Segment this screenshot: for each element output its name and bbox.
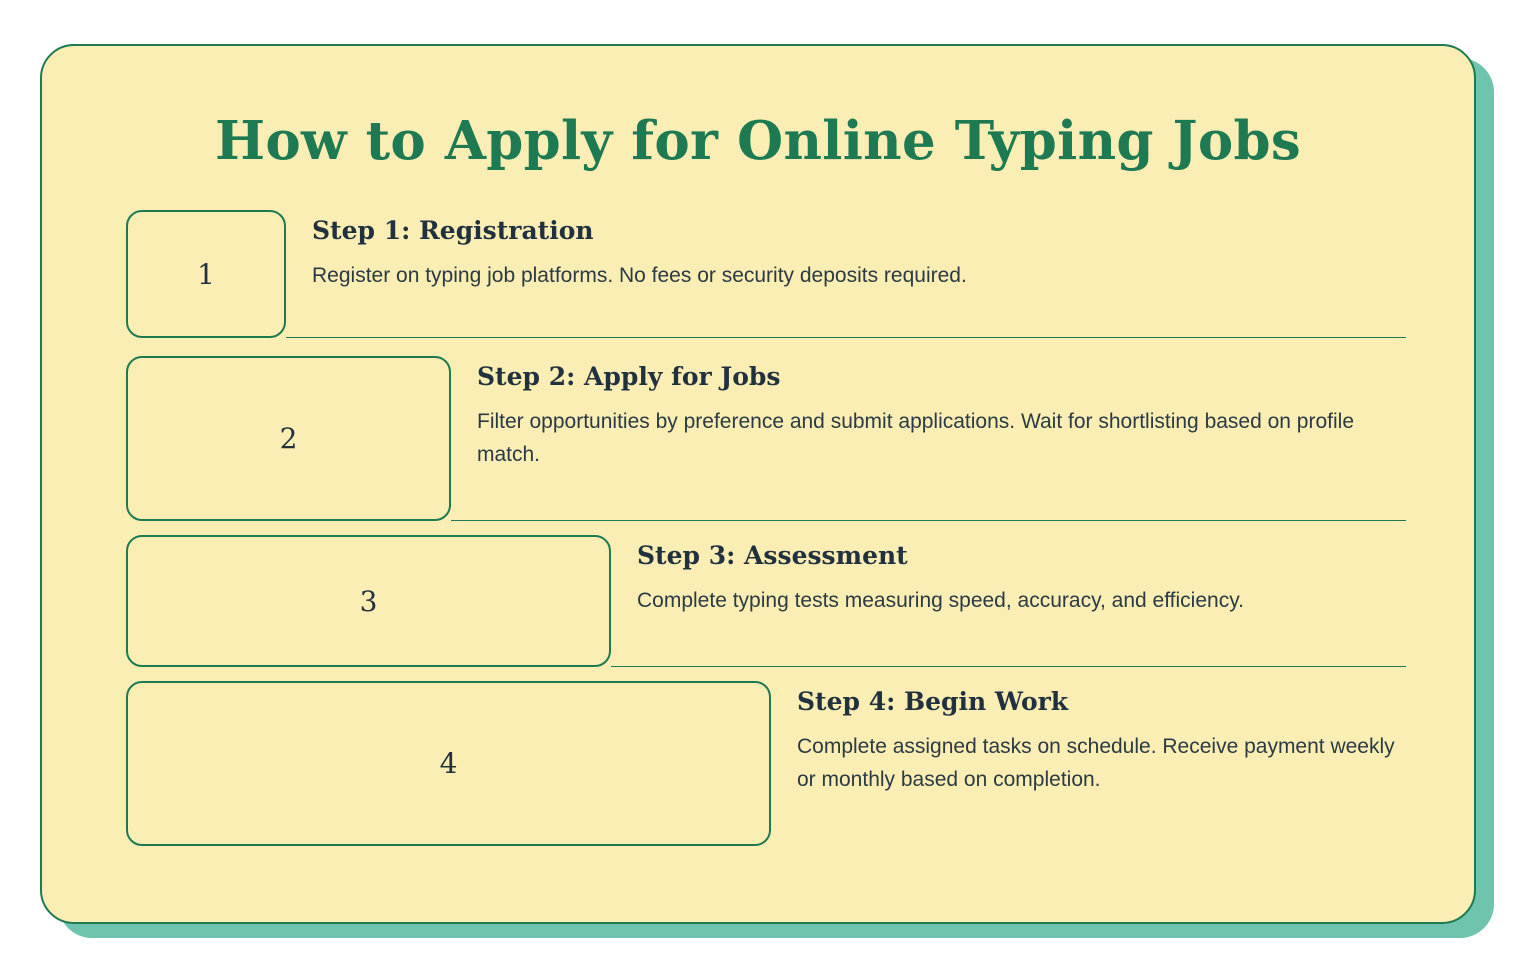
step-title: Step 4: Begin Work	[797, 687, 1069, 717]
step-text-block	[286, 210, 1406, 338]
step-number-badge: 4	[126, 681, 771, 846]
step-number-badge: 2	[126, 356, 451, 521]
step-description: Register on typing job platforms. No fees or security deposits required.	[312, 264, 967, 288]
step-title: Step 3: Assessment	[637, 541, 908, 571]
infographic-card	[40, 44, 1476, 924]
page-title: How to Apply for Online Typing Jobs	[214, 110, 1302, 172]
step-description: Complete typing tests measuring speed, accuracy, and efficiency.	[637, 589, 1244, 613]
step-number-badge: 3	[126, 535, 611, 667]
step-number-badge: 1	[126, 210, 286, 338]
list-item	[42, 535, 1474, 667]
step-description: Filter opportunities by preference and submit applications. Wait for shortlisting based on profile match.	[477, 410, 1355, 466]
step-text-block	[771, 681, 1406, 846]
steps-list	[42, 210, 1474, 846]
step-text-block	[611, 535, 1406, 667]
list-item	[42, 681, 1474, 846]
step-title: Step 1: Registration	[312, 216, 594, 246]
step-description: Complete assigned tasks on schedule. Receive payment weekly or monthly based on completion.	[797, 735, 1395, 791]
step-title: Step 2: Apply for Jobs	[477, 362, 781, 392]
step-text-block	[451, 356, 1406, 521]
list-item	[42, 210, 1474, 338]
list-item	[42, 356, 1474, 521]
